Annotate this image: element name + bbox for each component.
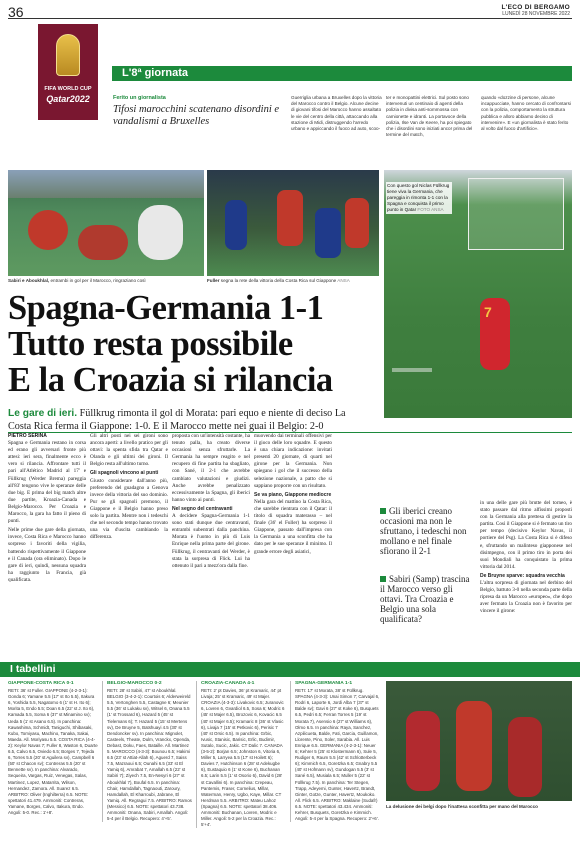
caption-bold: Sabiri e Aboukhlal, [8, 278, 50, 283]
side-col-2: ter e monopattini elettrici. Sul posto sono intervenuti un centinaio di agenti della polizia in divisa anti-sommossa con camionette e idranti. La portavoce della polizia, Ilse Van de Keere, ha poi spiegato che i disordini sono iniziati ancor prima del termine del match, [386, 95, 473, 138]
photo-left-caption [8, 278, 146, 283]
article-paragraph: proposta con un'intensità costante, ha tenuto palla, ha creato diverse occasioni senza sfruttarle. La Germania ha sempre reagito e nel recupero di fine partita ha sbagliato, con Sané, il 2-1 che avrebbe cambiato valutazioni e giudizi. Anche avrebbe penalizzato eccessivamente la Spagna, gli iberici hanno vinto ai punti. [172, 433, 250, 503]
photo-mid-caption [207, 278, 350, 283]
article-col-1 [8, 433, 86, 584]
side-headline: Tifosi marocchini scatenano disordini e vandalismi a Bruxelles [113, 104, 280, 127]
subheading: Nel segno del centravanti [172, 505, 233, 512]
caption-text: entrambi in gol per il Marocco, ringraziano così [49, 278, 146, 283]
photo-right-caption [386, 182, 452, 214]
photo-costa-rica-goal [207, 170, 379, 276]
pull-quote-text: Sabiri (Samp) trascina il Marocco verso gli ottavi. Tra Croazia e Belgio una sola qualificata? [380, 574, 470, 624]
tables-title-bar: I tabellini [0, 662, 580, 677]
table-heading: GIAPPONE-COSTA RICA 0-1 [8, 681, 74, 686]
square-bullet-icon [380, 508, 386, 514]
photo-belgium-dejection [386, 681, 572, 801]
section-title-bar: L'8ª giornata [112, 66, 572, 81]
photo-bottom-caption: La delusione dei belgi dopo l'inattesa sconfitta per mano del Marocco [386, 804, 538, 809]
square-bullet-icon [380, 576, 386, 582]
photo-morocco-celebration [8, 170, 204, 276]
table-belgium-morocco [102, 681, 192, 822]
logo-line1: FIFA WORLD CUP [44, 86, 92, 92]
article-paragraph: Giusto considerare dall'anno più, preferendo del guadagno a Genova invece della vittoria del suo dominio. Pur se gli spagnoli premono, il Giappone e il Belgio hanno preso solo la partita. Mentre non i tedeschi che nel secondo tempo hanno trovato una via d'uscita cambiando la differenza. [90, 477, 168, 541]
subheading: De Bruyne sparve: squadra vecchia [480, 572, 565, 579]
photo-credit: FOTO ANSA [417, 207, 444, 212]
article-paragraph: L'altra sorpresa di giornata nel derbino del Belgio, battuto 3-0 nella seconda parte della ripresa da un Marocco «europeo», che dopo aver fermato la Croazia non è favorito per vincere il girone: [480, 580, 572, 615]
subheading: Gli spagnoli vincono ai punti [90, 470, 159, 477]
trophy-emblem-icon [56, 34, 80, 76]
summary-lead: Le gare di ieri. [8, 408, 78, 419]
article-col-2 [90, 433, 168, 541]
top-rule [8, 18, 572, 19]
article-paragraph: Nella gara del mattino la Costa Rica, che sarebbe rientrata con il Qatar: il titolo di squadra materasso – nel finale (36' el Fuller) ha sorpreso il Giappone, passato dall'impresa con la Germania a una sconfitta che ha dato per le sue speranze il minimo. Il grande errore degli asiatici, [254, 498, 332, 555]
article-paragraph: A decidere Spagna-Germania 1-1 sono stati dunque due centravanti, entrambi subentrati dalla panchina. Morata è l'uomo in più di Luis Enrique nella prima parte del girone. Füllkrug, il centravanti del Werder, è stata la sorpresa di Flick. Lui ha ottenuto il pari a mezz'ora dalla fine. [172, 513, 250, 569]
side-col-1: Guerriglia urbana a Bruxelles dopo la vittoria del Marocco contro il Belgio. Alcune decine di giovani tifosi del Marocco hanno assaltato le vie del centro della città, attaccando alla stazione di Midi, distruggendo l'arredo urbano e appiccando il fuoco ad auto, scoo- [291, 95, 382, 132]
caption-text: segna la rete della vittoria della Costa Rica sul Giappone [219, 278, 337, 283]
pull-quote-1 [380, 506, 470, 556]
side-col-3: quando «dozzine di persone, alcune incappucciate, hanno cercato di confrontarsi con la polizia, comportamento la struttura pubblica e alloro abbiamo deciso di intervenire». E «un giornalista è stato ferito al volto dal fuoco d'artificio». [481, 95, 571, 132]
table-body: RETI: 36' st Fuller. GIAPPONE (4-2-3-1): Gonda 6; Yamane 5.5 (17' st Ito 5.5), Itakura 6, Yoshida 5.5, Nagatomo 6 (1' st H. Ito 6); Morita 5, Endo 5.5; Doan 6.5 (22' st J. Ito 6), Kamada 5.5, Soma 6 (37' st Minamino sv); Ueda 5 (1' st Asano 6.5). In panchina: Kawashima, Schmidt, Taniguchi, Shibasaki, Kubo, Tomiyasu, Machino, Tanaka, Sakai, Maeda. All. Moriyasu 5.5. COSTA RICA (4-4-2): Keylor Navas 7; Fuller 8, Waston 6, Duarte 6.5, Calvo 6.5, Oviedo 6.5; Borges 7, Tejeda 6, Torres 5.5 (20' st Aguilera sv), Campbell 6 (50' st Chacon sv); Contreras 5.5 (20' st Bennette sv). In panchina: Alvarado, Sequeira, Vargas, Ruiz, Venegas, Salas, Martinez, Lopez, Matarrita, Wilson, Hernandez, Zamora. All. Suarez 6.5. ARBITRO: Oliver (Inghilterra) 6.5. NOTE: spettatori 41.479. Ammoniti: Contreras, Yamane, Borges, Calvo, Itakura, Endo. Angoli: 5-0. Rec.: 1'+8'. [8, 688, 98, 815]
headline-line-2: Tutto resta possibile [8, 325, 293, 363]
table-heading: SPAGNA-GERMANIA 1-1 [295, 681, 353, 686]
article-paragraph: Nelle prime due gare della giornata, invece, Costa Rica e Marocco hanno sorpreso i favoriti della vigilia, battendo rispettivamente il Giappone e il Canada (ora eliminato). Dopo le gare di ieri, quindi, nessuna squadra ha raggiunto la Francia, già qualificata. [8, 527, 86, 583]
article-paragraph: muovendo dai terminali offensivi per il gioco delle loro squadre. E questo è una chiara indicazione: invitati presenti 20 giornate, di quarti nel girone per la Germania. Non spiegano i gol che il successo della selezione nazionale, a patto che si sappiano proporre con un risultato. [254, 433, 332, 489]
headline-line-3: E la Croazia si rilancia [8, 361, 333, 399]
pull-quote-2 [380, 574, 470, 624]
article-paragraph: Spagna e Germania restano in corsa ed erano gli avversari fronte più attesi: ieri sera, finalmente ecco è vero si rilancia. Affrontare tutti il pari all'Atlético Madrid al 17' e Füllkrug (Werder Brema) pareggia all'83' tengono vive le speranze delle due big. E prima del big match altre due partite, Kroazia-Canada e Belgio-Marocco. Per Croazia e Marocco, la gara ha fatto il pieno di punti. [8, 440, 86, 525]
table-heading: BELGIO-MAROCCO 0-2 [107, 681, 162, 686]
table-spain-germany [290, 681, 380, 822]
side-kicker: Ferito un giornalista [113, 95, 166, 101]
newspaper-masthead [502, 4, 570, 17]
paper-name: L'ECO DI BERGAMO [501, 4, 570, 11]
jersey-number: 7 [484, 304, 492, 320]
article-summary [8, 407, 370, 433]
article-paragraph: Gli altri posti nei sei gironi sono ancora aperti: a livello pratico per gli ottavi: la spenta sfida tra Qatar e Olanda e gli ultimi dei gironi. Il Belgio resta all'ultimo turno. [90, 433, 168, 468]
summary-text: Füllkrug rimonta il gol di Morata: pari equo e niente di deciso La Costa Rica ferma il Giappone: 1-0. E il Marocco mette nei guai il Belgio: 2-0 [8, 408, 346, 432]
article-col-4 [254, 433, 332, 556]
subheading: Se va piano, Giappone mediocre [254, 491, 332, 498]
byline: PIETRO SERINA [8, 433, 47, 439]
photo-credit: ANSA [337, 278, 350, 283]
table-body: RETI: 2' pt Davies, 36' pt Kramaric, 44' pt Livaja; 25' st Kramaric, 49' st Majer. CROAZIA (4-3-3): Livakovic 6.5; Juranovic 6, Lovren 6, Gvardiol 6.5, Sosa 6; Modric 6 (45' st Majer 6.5), Brozovic 6, Kovacic 6.5 (40' st Majer 6.5); Kramaric 8 (36' st Vlasic 6), Livaja 7 (15' st Petkovic 6), Perisic 7 (40' st Orsic 6.5). In panchina: Grbic, Ivusic, Stanisic, Barisic, Erlic, Budimir, Sutalo, Sucic, Jakic. CT Dalic 7. CANADA (3-5-2): Borjan 6.5; Johnston 6, Vitoria 6, Miller 5, Larryea 5.5 (17' st Hoilett 6); Davies 7, Hutchinson 6 (28' st Adekugbe 6), Eustaquio 6 (1' st Kone 6), Buchanan 6.5; Larin 5.5 (1' st Osorio 6), David 6 (28' st Cavallini 6). In panchina: Crepeau, Pantemis, Fraser, Cornelius, Millar, Waterman, Henry, Ugbo, Kaye, Millar. CT Herdman 5.5. ARBITRO: Mateu Lahoz (Spagna) 6.5. NOTE: spettatori 38.406. Ammoniti: Buchanan, Lovren, Modric e Miller. Angoli: 5-2 per la Croazia. Rec.: 5'+4'. [201, 688, 285, 828]
headline-line-1: Spagna-Germania 1-1 [8, 289, 324, 327]
table-heading: CROAZIA-CANADA 4-1 [201, 681, 255, 686]
caption-text: Con questo gol Niclas Füllkrug tiene viva la Germania, che pareggia in rimonta 1-1 con la Spagna e conquista il primo punto in Qatar [387, 183, 450, 212]
paper-date: LUNEDÌ 28 NOVEMBRE 2022 [502, 11, 570, 17]
table-body: RETI: 17' st Morata, 38' st Füllkrug. SPAGNA (4-3-3): Unai Simon 7; Carvajal 6, Rodri 6, Laporte 6, Jordi Alba 7 (37' st Balde sv); Gavi 6 (27' st Koke 6), Busquets 6.5, Pedri 6.5; Ferran Torres 5 (19' st Morata 7), Asensio 6 (27' st Williams 6), Olmo 6.5. In panchina: Raya, Sanchez, Azpilicueta, Balde, Fati, Garcia, Guillamon, Llorente, Pino, Soler, Sarabia. All. Luis Enrique 6.5. GERMANIA (4-2-3-1): Neuer 6; Kehrer 5 (25' st Klostermann 6), Sule 5, Rudiger 6, Raum 5.5 (42' st Schlotterbeck 6); Kimmich 6.5, Goretzka 6.5; Gnabry 5.5 (40' st Hofmann sv), Gundogan 5.5 (3' st Sané 6.5), Musiala 6.5; Muller 5 (22' st Füllkrug 7.5). In panchina: Ter Stegen, Trapp, Adeyemi, Gunter, Havertz, Brandt, Ginter, Gotze, Gunter, Havertz, Moukoko. All. Flick 6.5. ARBITRO: Maklaine (Sudafr) 6.5. NOTE: spettatori 43.434. Ammoniti: Kehrer, Busquets, Goretzka e Kimmich. Angoli: 5-4 per la Spagna. Recupero: 2'+6'. [295, 688, 380, 822]
page-number: 36 [8, 4, 24, 20]
logo-line2: Qatar2022 [46, 94, 90, 104]
article-col-3 [172, 433, 250, 570]
table-japan-costarica [8, 681, 98, 816]
table-body: RETI: 28' st Sabiri, 47' st Aboukhlal. BELGIO (3-4-2-1): Courtois 6; Alderweireld 5.5, Vertonghen 5.5, Castagne 6; Meunier 5.5 (36' st Lukaku sv), Witsel 6, Onana 5.5 (1' st Trossard 6), Hazard 5 (45' st Tielemans 6); T. Hazard 5 (15' st Mertens sv), De Bruyne 5, Batshuayi 4.5 (30' st Dendoncker sv). In panchina: Mignolet, Casteels, Theate, Dulm, Vranckx, Openda, Debast, Doku, Faes, Bataille. All. Martinez 5. MAROCCO (4-3-3): Bounou 6.5; Hakimi 6.5 (23' st Attiat-Allah 6), Aguerd 7, Saiss 7.5, Mazraoui 6.5; Ounahi 6.5 (33' st El Yamiq 6), Amrabat 7, Amallah 6.5 (22' st Sabiri 7); Ziyech 7.5, En-Nesyri 6 (27' st Aboukhlal 7), Boufal 6.5. In panchina: Chair, Hamdallah, Tagnaouti, Zaroury, Hamdallah, El Kharroubi, Jabrane, El Yamiq. All. Regragui 7.5. ARBITRO: Ramos (Messico) 6.5. NOTE: spettatori 43.738. Ammoniti: Onana, Sabiri, Amallah. Angoli: 5-4 per il Belgio. Recupero: 4'+5'. [107, 688, 192, 822]
world-cup-logo [38, 24, 98, 120]
caption-bold: Fuller [207, 278, 220, 283]
article-paragraph: in una delle gare più brutte del torneo, è stato passare dal ritmo alfissimi proposti con la Germania alla prettesa di gestire la partita. Così il Giappone si è fermato un tiro per tempo (decisivo Keylor Navas, il portiere del Psg). La Costa Rica si è difeso e, sfruttando un malinteso giapponese nel disimpegno, con il primo tiro in porta dei suoi Mondiali ha conquistato la prima vittoria dal 2014. [480, 500, 572, 570]
table-croatia-canada [196, 681, 286, 828]
right-article-col [480, 500, 572, 616]
pull-quote-text: Gli iberici creano occasioni ma non le sfruttano, i tedeschi non mollano e nel finale sfiorano il 2-1 [380, 506, 467, 556]
